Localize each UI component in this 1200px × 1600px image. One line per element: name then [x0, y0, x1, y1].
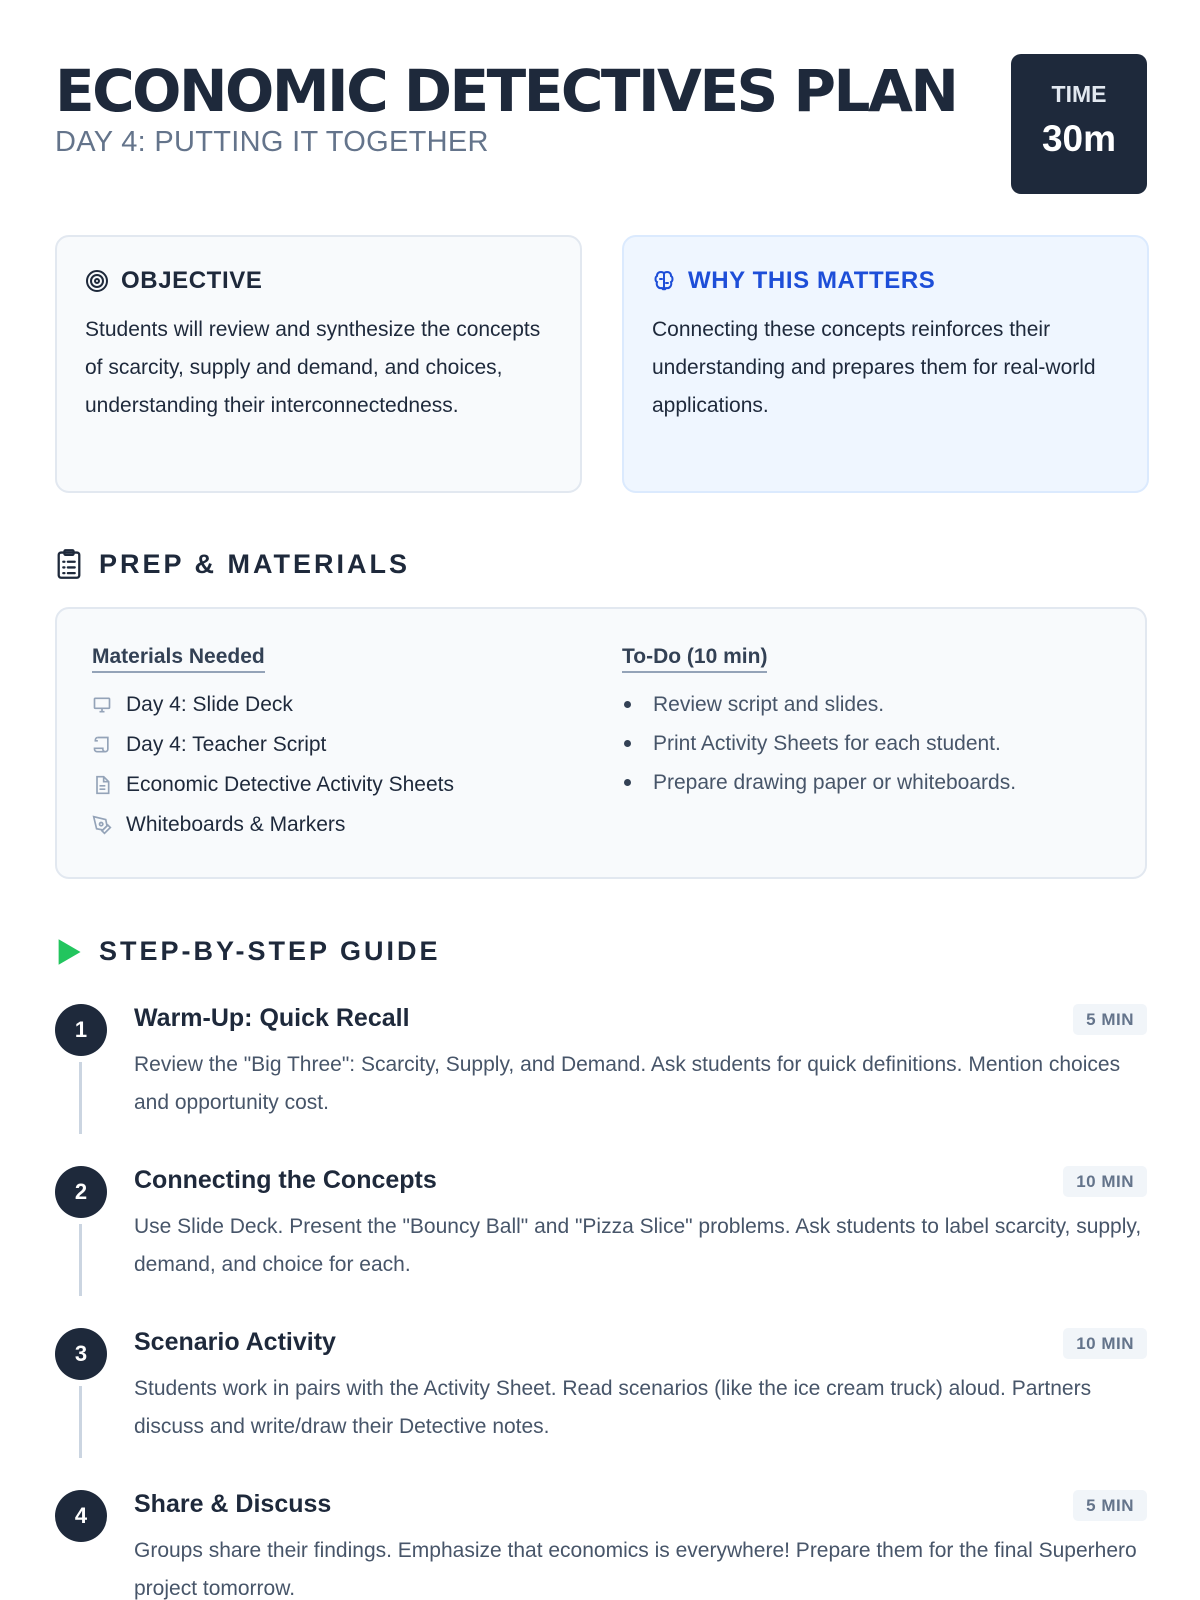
prep-heading: PREP & MATERIALS: [99, 548, 411, 579]
step-description: Students work in pairs with the Activity Sheet. Read scenarios (like the ice cream truck) aloud. Partners discuss and write/draw their Detective notes.: [134, 1377, 1092, 1438]
why-card: [622, 235, 1149, 493]
step-title: Connecting the Concepts: [134, 1166, 437, 1194]
material-label: Day 4: Slide Deck: [126, 693, 293, 716]
page-header: [55, 54, 1147, 194]
todo-item: [622, 763, 1016, 802]
material-item: [92, 685, 454, 725]
why-text: Connecting these concepts reinforces their understanding and prepares them for real-world applications.: [652, 318, 1096, 417]
why-heading-row: [652, 267, 935, 295]
material-item: [92, 765, 454, 805]
page-title: ECONOMIC DETECTIVES PLAN: [55, 57, 957, 125]
material-label: Economic Detective Activity Sheets: [126, 773, 454, 796]
clipboard-icon: [55, 548, 83, 580]
step-number: 4: [55, 1490, 107, 1542]
step-title: Share & Discuss: [134, 1490, 332, 1518]
step-number: 3: [55, 1328, 107, 1380]
material-label: Whiteboards & Markers: [126, 813, 346, 836]
todo-item: [622, 685, 1016, 724]
todo-label: Prepare drawing paper or whiteboards.: [653, 770, 1017, 794]
materials-column: [92, 645, 454, 845]
page-subtitle: DAY 4: PUTTING IT TOGETHER: [55, 126, 489, 158]
material-label: Day 4: Teacher Script: [126, 733, 327, 756]
duration-badge: 10 MIN: [1063, 1328, 1147, 1359]
bullet: [624, 701, 631, 708]
materials-title: Materials Needed: [92, 645, 265, 673]
step-connector: [79, 1386, 82, 1458]
duration-badge: 10 MIN: [1063, 1166, 1147, 1197]
step-description: Groups share their findings. Emphasize that economics is everywhere! Prepare them for the final Superhero project tomorrow.: [134, 1539, 1137, 1600]
step-connector: [79, 1224, 82, 1296]
step-item: [55, 1166, 1147, 1296]
step-item: [55, 1328, 1147, 1458]
time-label: TIME: [1051, 81, 1107, 107]
time-badge: [1011, 54, 1147, 194]
why-heading: WHY THIS MATTERS: [688, 267, 936, 294]
brain-icon: [652, 269, 676, 293]
materials-panel: [55, 607, 1147, 879]
guide-heading: STEP-BY-STEP GUIDE: [99, 936, 441, 966]
duration-badge: 5 MIN: [1073, 1490, 1147, 1521]
prep-section-heading: [55, 548, 410, 580]
step-title: Warm-Up: Quick Recall: [134, 1004, 410, 1032]
material-item: [92, 805, 454, 845]
todo-title: To-Do (10 min): [622, 645, 767, 673]
step-description: Review the "Big Three": Scarcity, Supply, and Demand. Ask students for quick definitions. Mention choices and opportunity cost.: [134, 1053, 1121, 1114]
bullet: [624, 740, 631, 747]
document-icon: [92, 775, 112, 795]
monitor-icon: [92, 695, 112, 715]
step-description: Use Slide Deck. Present the "Bouncy Ball" and "Pizza Slice" problems. Ask students to label scarcity, supply, demand, and choice for each.: [134, 1215, 1142, 1276]
todo-label: Print Activity Sheets for each student.: [653, 731, 1001, 755]
objective-heading-row: [85, 267, 262, 295]
step-item: [55, 1490, 1147, 1600]
objective-heading: OBJECTIVE: [121, 267, 263, 294]
step-connector: [79, 1062, 82, 1134]
bullet: [624, 779, 631, 786]
target-icon: [85, 269, 109, 293]
step-title: Scenario Activity: [134, 1328, 336, 1356]
todo-item: [622, 724, 1016, 763]
time-value: 30m: [1041, 118, 1117, 159]
scroll-icon: [92, 735, 112, 755]
duration-badge: 5 MIN: [1073, 1004, 1147, 1035]
todo-column: [622, 645, 1016, 802]
material-item: [92, 725, 454, 765]
step-number: 1: [55, 1004, 107, 1056]
objective-text: Students will review and synthesize the concepts of scarcity, supply and demand, and choices, understanding their interconnectedness.: [85, 318, 541, 417]
step-number: 2: [55, 1166, 107, 1218]
guide-section-heading: [55, 936, 441, 967]
play-icon: [55, 937, 83, 967]
todo-label: Review script and slides.: [653, 692, 885, 716]
step-item: [55, 1004, 1147, 1134]
pen-icon: [92, 815, 112, 835]
objective-card: [55, 235, 582, 493]
